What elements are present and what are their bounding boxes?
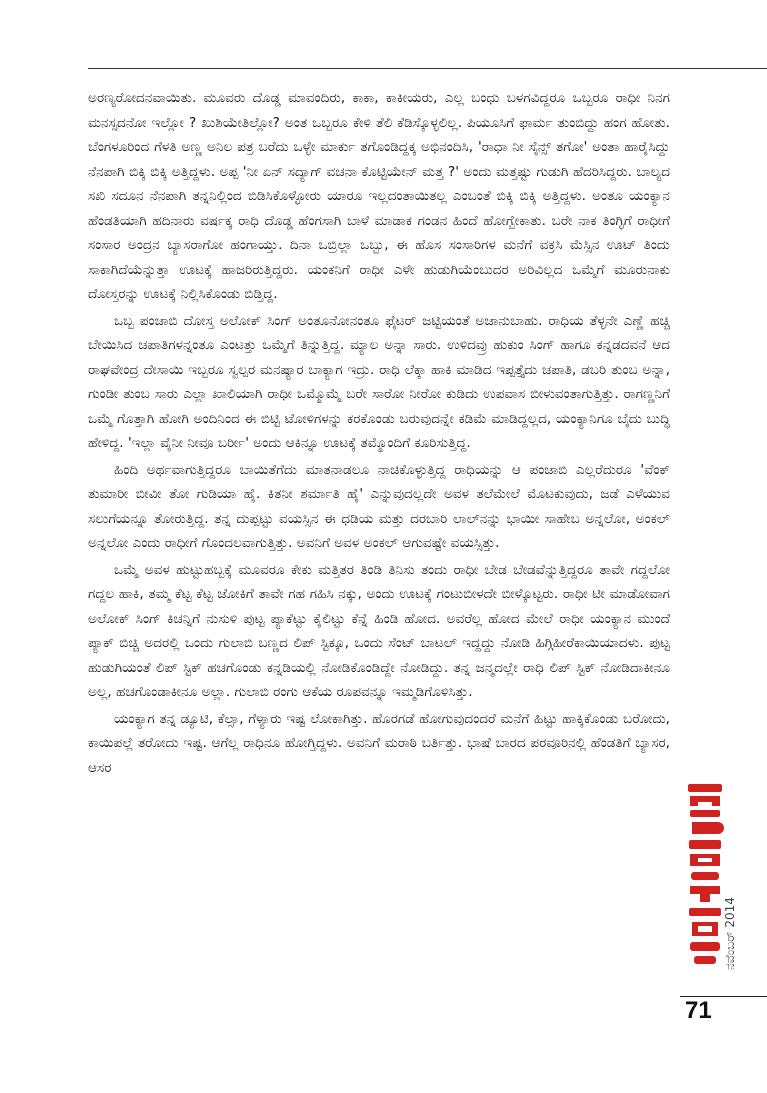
issue-date-label: ನವೆಂಬರ್ 2014 <box>723 897 737 970</box>
masthead-sidebar <box>686 780 742 980</box>
article-body <box>88 86 670 1026</box>
paragraph-1: ಅರಣ್ಯರೋದನವಾಯಿತು. ಮೂವರು ದೊಡ್ಡ ಮಾವಂದಿರು, ಕಾಕಾ, ಕಾಕೀಯರು, ಎಲ್ಲ ಬಂಧು ಬಳಗವಿದ್ದರೂ ಒಬ್ಬರೂ ರಾಧೀ ನಿನಗ ಮನಸ್ಸದನೋ ಇಲ್ಲೋ ? ಖುಶಿಯೇತಿಲ್ಲೋ? ಅಂತ ಒಬ್ಬರೂ ಕೇಳಿ ತೆಲಿ ಕೆಡಿಸ್ಕೊಳ್ಳಲಿಲ್ಲ. ಪಿಯೂಸಿಗೆ ಫಾರ್ಮ ತುಂಬಿದ್ದು ಹಂಗ ಹೋತು. ಬೆಂಗಳೂರಿಂದ ಗೆಳತಿ ಅಣ್ಣ ಅನಿಲ ಪತ್ರ ಬರೆದು ಒಳ್ಳೇ ಮಾರ್ಕು ತಗೊಂಡಿದ್ದಕ್ಕ ಅಭಿನಂದಿಸಿ, 'ರಾಧಾ ನೀ ಸೈನ್ಸ್ ತಗೋ' ಅಂತಾ ಹಾರೈಸಿದ್ದು ನೆನಪಾಗಿ ಬಿಕ್ಕಿ ಬಿಕ್ಕಿ ಅತ್ತಿದ್ದಳು. ಅಪ್ಪ 'ನೀ ಏನ್ ಸದ್ಯಾಗ್ ವಚನಾ ಕೊಟ್ಟಿಯೇನ್ ಮತ್ತ ?' ಅಂದು ಮತ್ತಷ್ಟು ಗುಡುಗಿ ಹೆದರಿಸಿದ್ದರು. ಬಾಲ್ಯದ ಸಖಿ ಸದೂನ ನೆನಪಾಗಿ ತನ್ನನಿಲ್ಲಿಂದ ಬಿಡಿಸಿಕೊಳ್ಳೋರು ಯಾರೂ ಇಲ್ಲದಂತಾಯಿತಲ್ಲ ಎಂಬಂತೆ ಬಿಕ್ಕಿ ಬಿಕ್ಕಿ ಅತ್ತಿದ್ದಳು. ಅಂತೂ ಯಂಕ್ಯಾನ ಹೆಂಡತಿಯಾಗಿ ಹದಿನಾರು ವರ್ಷಕ್ಕ ರಾಧಿ ದೊಡ್ಡ ಹೆಂಗಸಾಗಿ ಬಾಳೆ ಮಾಡಾಕ ಗಂಡನ ಹಿಂದೆ ಹೋಗ್ಬೇಕಾತು. ಬರೇ ನಾಕ ತಿಂಗ್ಳಿಗೆ ರಾಧೀಗೆ ಸಂಸಾರ ಅಂದ್ರನ ಬ್ಯಾಸರಾಗೋ ಹಂಗಾಯ್ತು. ದಿನಾ ಒಬ್ರಿಲ್ಲಾ ಒಬ್ಬು, ಈ ಹೊಸ ಸಂಸಾರಿಗಳ ಮನೆಗೆ ವಕ್ರಸಿ ಮೆಸ್ಸಿನ ಊಟ್ ತಿಂದು ಸಾಕಾಗಿದೆಯೆನ್ನುತ್ತಾ ಊಟಕ್ಕೆ ಹಾಜರಿರುತ್ತಿದ್ದರು. ಯಂಕನಿಗೆ ರಾಧೀ ಎಳೇ ಹುಡುಗಿಯೆಂಬುದರ ಅರಿವಿಲ್ಲದ ಒಮ್ಮೆಗೆ ಮೂರುನಾಕು ದೋಸ್ತರನ್ನು ಊಟಕ್ಕೆ ನಿಲ್ಲಿಸಿಕೊಂಡು ಬಿಡ್ತಿದ್ದ. <box>88 90 670 302</box>
issue-date <box>722 780 742 970</box>
mayura-logo <box>686 780 724 970</box>
paragraph-4: ಒಮ್ಮೆ ಅವಳ ಹುಟ್ಟುಹಬ್ಬಕ್ಕೆ ಮೂವರೂ ಕೇಕು ಮತ್ತಿತರ ತಿಂಡಿ ತಿನಿಸು ತಂದು ರಾಧೀ ಬೇಡ ಬೇಡವೆನ್ನುತ್ತಿದ್ದರೂ ತಾವೇ ಗದ್ದಲೋ ಗದ್ದಲ ಹಾಕಿ, ತಮ್ಮ ಕೆಟ್ಟ ಕೆಟ್ಟ ಜೋಕಿಗೆ ತಾವೇ ಗಹ ಗಹಿಸಿ ನಕ್ಕು, ಅಂದು ಊಟಕ್ಕೆ ಗಂಟುಬೀಳದೇ ಬೀಳ್ಕೊಟ್ಟರು. ರಾಧೀ ಟೀ ಮಾಡೋವಾಗ ಅಲೋಕ್ ಸಿಂಗ್ ಕಿಚನ್ನಿಗೆ ನುಸುಳಿ ಪುಟ್ಟ ಪ್ಯಾಕೆಟ್ಟು ಕೈಲಿಟ್ಟು ಕೆನ್ನೆ ಹಿಂಡಿ ಹೋದ. ಅವರೆಲ್ಲ ಹೋದ ಮೇಲೆ ರಾಧೀ ಯಂಕ್ಯಾನ ಮುಂದೆ ಪ್ಯಾಕ್ ಬಿಚ್ಚಿ ಅದರಲ್ಲಿ ಒಂದು ಗುಲಾಬಿ ಬಣ್ಣದ ಲಿಪ್ ಸ್ಟಿಕ್ಕೂ, ಒಂದು ಸೆಂಟ್ ಬಾಟಲ್ ಇದ್ದದ್ದು ನೋಡಿ ಹಿಗ್ಗಿಹೀರೆಕಾಯಿಯಾದಳು. ಪುಟ್ಟ ಹುಡುಗಿಯಂತೆ ಲಿಪ್ ಸ್ಟಿಕ್ ಹಚಗೊಂಡು ಕನ್ನಡಿಯಲ್ಲಿ ನೋಡಿಕೊಂಡಿದ್ದೇ ನೋಡಿದ್ದು. ತನ್ನ ಜನ್ಮದಲ್ಲೇ ರಾಧಿ ಲಿಪ್ ಸ್ಟಿಕ್ ನೋಡಿದಾಕೀನೂ ಅಲ್ಲ, ಹಚಗೊಂಡಾಕೀನೂ ಅಲ್ಲಾ. ಗುಲಾಬಿ ರಂಗು ಆಕೆಯ ರೂಪವನ್ನೂ ಇಮ್ಮಡಿಗೊಳಿಸಿತ್ತು. <box>88 561 670 700</box>
paragraph-3: ಹಿಂದಿ ಅರ್ಥವಾಗುತ್ತಿದ್ದರೂ ಬಾಯಿತೆಗೆದು ಮಾತನಾಡಲೂ ನಾಚಿಕೊಳ್ಳುತ್ತಿದ್ದ ರಾಧಿಯನ್ನು ಆ ಪಂಜಾಬಿ ಎಲ್ಲರೆದುರೂ 'ವೆಂಕ್ ತುಮಾರೀ ಬೀವೀ ತೋ ಗುಡಿಯಾ ಹೈ. ಕಿತನೀ ಶರ್ಮಾತಿ ಹೈ' ಎನ್ನುವುದಲ್ಲದೇ ಅವಳ ತಲೆಮೇಲೆ ಮೊಟಕುವುದು, ಜಡೆ ಎಳೆಯುವ ಸಲುಗೆಯನ್ನೂ ತೋರುತ್ತಿದ್ದ. ತನ್ನ ದುಪ್ಪಟ್ಟು ವಯಸ್ಸಿನ ಈ ಧಡಿಯ ಮತ್ತು ದರಬಾರಿ ಲಾಲ್‌ನನ್ನು ಭಾಯೀ ಸಾಹೇಬ ಅನ್ನಲೋ, ಅಂಕಲ್ ಅನ್ನಲೋ ಎಂದು ರಾಧೀಗೆ ಗೊಂದಲವಾಗುತ್ತಿತ್ತು. ಅವನಿಗೆ ಅವಳ ಅಂಕಲ್ ಆಗುವಷ್ಟೇ ವಯಸ್ಸಿತ್ತು. <box>88 461 670 551</box>
page-number: 71 <box>685 997 712 1024</box>
header-rule <box>88 68 767 69</box>
paragraph-5: ಯಂಕ್ಯಾಗ ತನ್ನ ಡ್ಯೂಟಿ, ಕೆಲ್ಸಾ, ಗೆಳ್ಯಾರು ಇಷ್ಟ ಲೋಕಾಗಿತ್ತು. ಹೊರಗಡೆ ಹೋಗುವುದಂದರೆ ಮನೆಗೆ ಹಿಟ್ಟು ಹಾಕ್ಕಿಕೊಂಡು ಬರೋದು, ಕಾಯಿಪಲ್ಲೆ ತರೋದು ಇಷ್ಟ. ಆಗೆಲ್ಲ ರಾಧಿನೂ ಹೋಗ್ತಿದ್ದಳು. ಅವನಿಗೆ ಮರಾಠಿ ಬರ್ತಿತ್ತು. ಭಾಷೆ ಬಾರದ ಪರವೂರಿನಲ್ಲಿ ಹೆಂಡತಿಗೆ ಬ್ಯಾಸರ, ಆಸರ <box>88 710 670 776</box>
paragraph-2: ಒಬ್ಬ ಪಂಜಾಬಿ ದೋಸ್ತ ಅಲೋಕ್ ಸಿಂಗ್ ಅಂತೂನೋನಂತೂ ಫೈಟರ್ ಜಟ್ಟಿಯಂತೆ ಅಜಾನುಬಾಹು. ರಾಧಿಯ ತೆಳ್ಳನೇ ಎಣ್ಣೆ ಹಚ್ಚಿ ಬೇಯಿಸಿದ ಚಪಾತಿಗಳನ್ನಂತೂ ಎಂಟತ್ತು ಒಮ್ಮೆಗೆ ತಿನ್ನುತ್ತಿದ್ದ. ಮ್ಯಾಲ ಅನ್ನಾ ಸಾರು. ಉಳಿದವ್ರು ಹುಕುಂ ಸಿಂಗ್ ಹಾಗೂ ಕನ್ನಡದವನೆ ಆದ ರಾಘವೇಂದ್ರ ದೇಸಾಯಿ ಇಬ್ಬರೂ ಸ್ವಲ್ಪರ ಮನಷ್ಯಾರ ಬಾಕ್ಯಾಗ ಇದ್ರು. ರಾಧಿ ಲೆಕ್ಕಾ ಹಾಕಿ ಮಾಡಿದ ಇಪ್ಪತ್ತೈದು ಚಪಾತಿ, ಡಬರಿ ತುಂಬ ಅನ್ನಾ, ಗುಂಡೀ ತುಂಬ ಸಾರು ಎಲ್ಲಾ ಖಾಲಿಯಾಗಿ ರಾಧೀ ಒಮ್ಮೊಮ್ಮೆ ಬರೇ ಸಾರೋ ನೀರೋ ಕುಡಿದು ಉಪವಾಸ ಬೀಳುವಂತಾಗುತ್ತಿತ್ತು. ರಾಗಣ್ಣನಿಗೆ ಒಮ್ಮೆ ಗೊತ್ತಾಗಿ ಹೋಗಿ ಅಂದಿನಿಂದ ಈ ಬಿಟ್ಟಿ ಟೋಳಿಗಳನ್ನು ಕರಕೊಂಡು ಬರುವುದನ್ನೇ ಕಡಿಮೆ ಮಾಡಿದ್ದಲ್ಲದ, ಯಂಕ್ಯಾನಿಗೂ ಬೈದು ಬುದ್ಧಿ ಹೇಳಿದ್ದ. 'ಇಲ್ಲಾ ವೈನೀ ನೀವೂ ಬರ್ರೀ' ಅಂದು ಆಕಿನ್ನೂ ಊಟಕ್ಕೆ ತಮ್ಮೊಂದಿಗೆ ಕೂರಿಸುತ್ತಿದ್ದ. <box>88 312 670 451</box>
